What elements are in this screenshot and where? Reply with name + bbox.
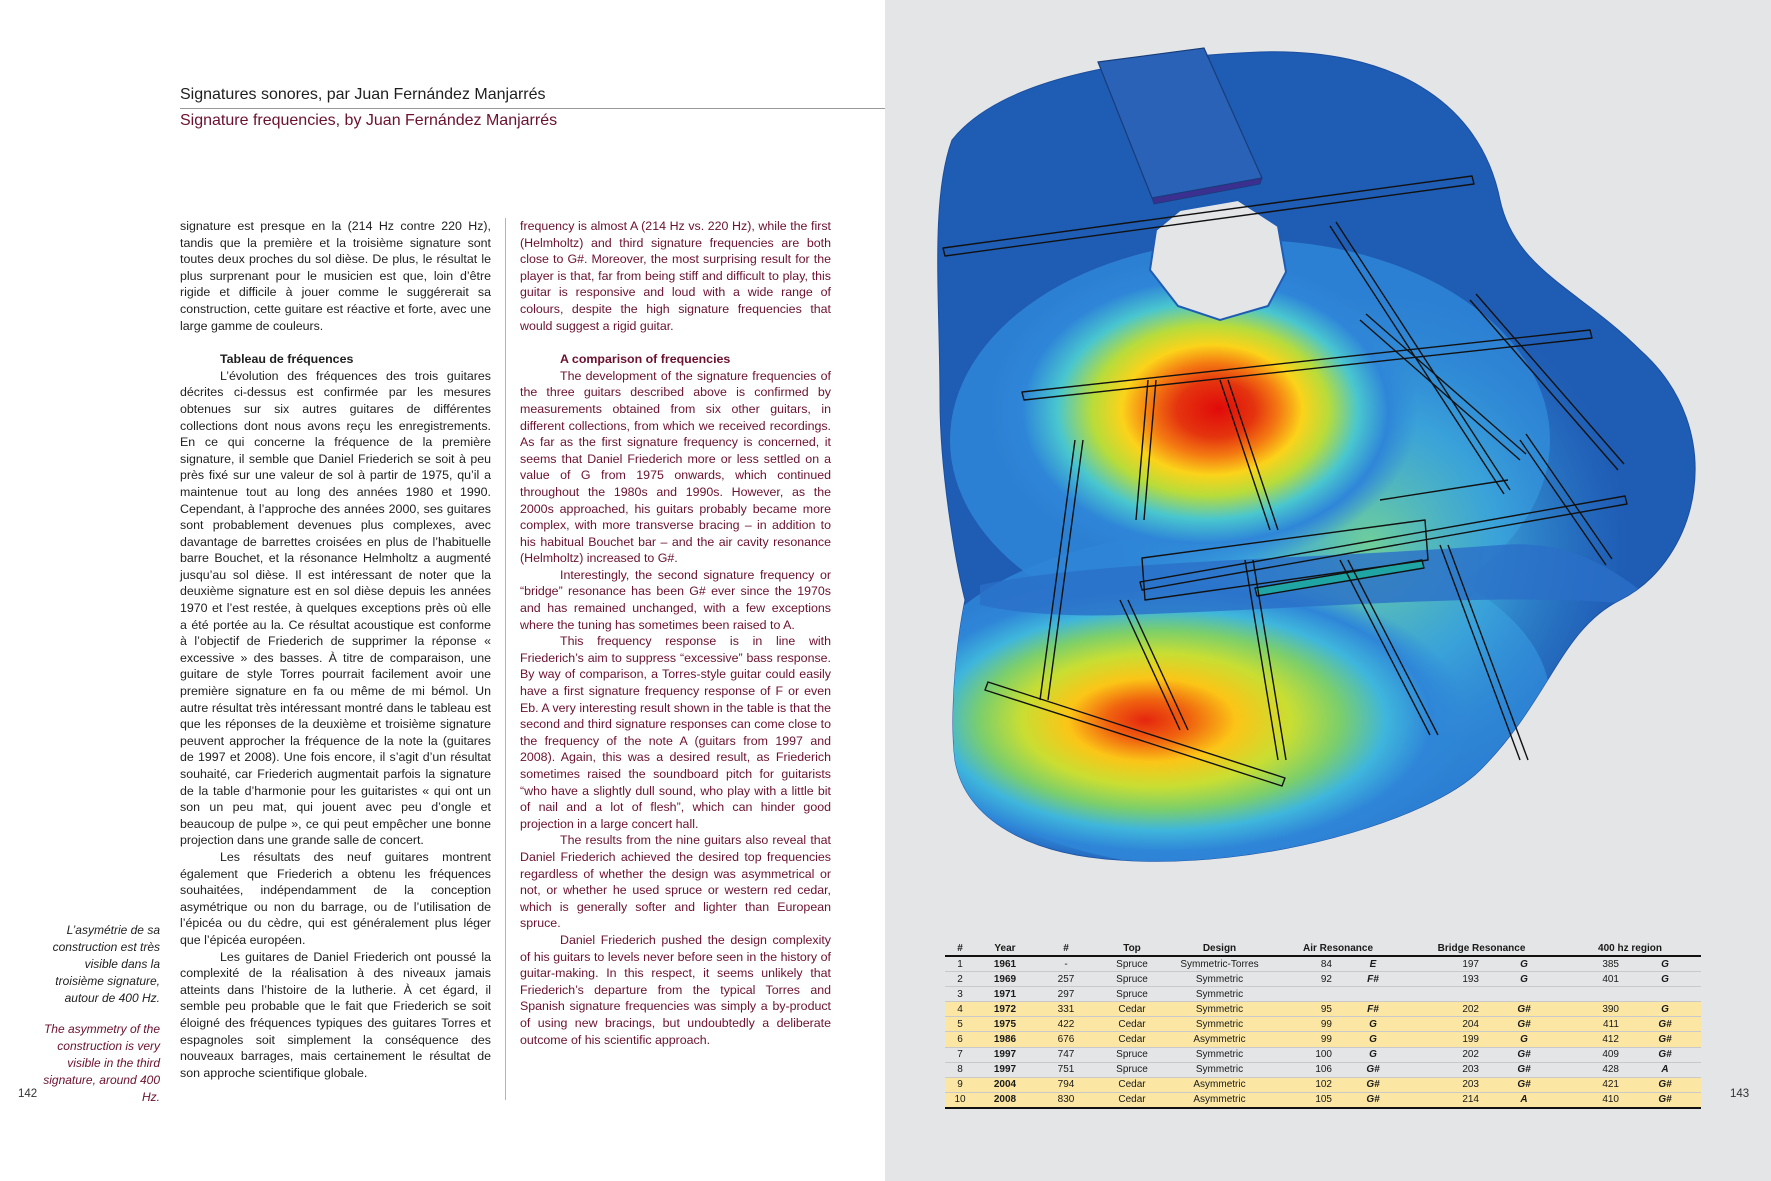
row-400hz-note: A (1629, 1062, 1701, 1077)
row-air-note: G (1342, 1017, 1404, 1032)
row-400hz-note: G (1629, 1002, 1701, 1017)
fr-paragraph-1: signature est presque en la (214 Hz contre 220 Hz), tandis que la première et la troisième signature sont toutes deux proches du sol dièse. De plus, le résultat le plus surprenant pour le musicien est que, loin d’être rigide et difficile à jouer comme le suggérerait sa construction, cette guitare est réactive et forte, avec une large gamme de couleurs. (180, 219, 491, 333)
row-year: 1986 (975, 1032, 1035, 1047)
table-row (945, 1092, 1701, 1108)
row-air-note: F# (1342, 972, 1404, 987)
running-header-en: Signature frequencies, by Juan Fernández Manjarrés (180, 112, 558, 129)
row-400hz-value (1559, 987, 1629, 1002)
row-top: Cedar (1097, 1032, 1167, 1047)
col-header-top: Top (1097, 942, 1167, 956)
running-header-fr: Signatures sonores, par Juan Fernández Manjarrés (180, 86, 546, 103)
row-air-note: G (1342, 1032, 1404, 1047)
row-year: 1972 (975, 1002, 1035, 1017)
col-header-design: Design (1167, 942, 1272, 956)
row-index: 3 (945, 987, 975, 1002)
row-top: Cedar (1097, 1077, 1167, 1092)
row-400hz-note (1629, 987, 1701, 1002)
row-index: 8 (945, 1062, 975, 1077)
fr-paragraph-4: Les guitares de Daniel Friederich ont poussé la complexité de la réalisation à des niveaux jamais atteints dans l’histoire de la lutherie. À cet égard, il semble peu probable que le fait que Friederich se soit éloigné des fréquences typiques des guitares Torres et espagnoles soit simplement la conséquence des nouveaux barrages, mais certainement le résultat de son approche scientifique globale. (180, 949, 491, 1080)
table-row (945, 972, 1701, 987)
sidenote-en: The asymmetry of the construction is very visible in the third signature, around 400 Hz. (43, 1022, 160, 1104)
row-design: Symmetric (1167, 1047, 1272, 1062)
fr-paragraph-2: L’évolution des fréquences des trois guitares décrites ci-dessus est confirmée par les mesures obtenues sur six autres guitares de différentes collections dont nous avons reçu les enregistrements. En ce qui concerne la fréquence de la première signature, il semble que Daniel Friederich se soit à peu près fixé sur une valeur de sol à partir de 1975, qu’il a maintenue tout au long des années 1980 et 1990. Cependant, à l’approche des années 2000, ses guitares sont probablement devenues plus complexes, avec davantage de barrettes croisées en plus de l’habituelle barre Bouchet, et la résonance Helmholtz a augmenté jusqu’au sol dièse. Il est intéressant de noter que la deuxième signature est en sol dièse depuis les années 1970 et l’est restée, à quelques exceptions près où elle a été portée au la. Ce résultat acoustique est conforme à l’objectif de Friederich de supprimer la réponse « excessive » des basses. À titre de comparaison, une guitare de style Torres pourrait facilement avoir une première signature en fa ou même de mi bémol. Un autre résultat très intéressant montré dans le tableau est que les réponses de la deuxième et troisième signature peuvent approcher la fréquence de la note la (guitares de 1997 et 2008). Une fois encore, il s’agit d’un résultat souhaité, car Friederich augmentait parfois la signature de la table d’harmonie pour les guitaristes « qui ont un son un peu mat, qui jouent avec peu d’ongle et beaucoup de pulpe », ce qui peut empêcher une bonne projection dans une grande salle de concert. (180, 368, 491, 848)
row-bridge-note: G# (1489, 1077, 1559, 1092)
row-guitar-number: 676 (1035, 1032, 1097, 1047)
row-year: 1969 (975, 972, 1035, 987)
row-bridge-note: G (1489, 1032, 1559, 1047)
row-air-resonance: 106 (1272, 1062, 1342, 1077)
row-index: 5 (945, 1017, 975, 1032)
row-air-resonance: 92 (1272, 972, 1342, 987)
fr-paragraph-3: Les résultats des neuf guitares montrent également que Friederich a obtenu les fréquences souhaitées, indépendamment de la conception asymétrique ou non du barrage, ou de l’utilisation de l’épicéa ou du cèdre, qui est généralement plus léger que l’épicéa européen. (180, 849, 491, 947)
row-design: Symmetric-Torres (1167, 956, 1272, 972)
row-bridge-resonance: 214 (1404, 1092, 1489, 1108)
row-index: 6 (945, 1032, 975, 1047)
header-rule (180, 108, 885, 109)
row-top: Spruce (1097, 987, 1167, 1002)
table-row (945, 956, 1701, 972)
row-design: Symmetric (1167, 987, 1272, 1002)
row-top: Spruce (1097, 1062, 1167, 1077)
row-design: Asymmetric (1167, 1032, 1272, 1047)
table-row (945, 987, 1701, 1002)
row-guitar-number: 830 (1035, 1092, 1097, 1108)
row-design: Asymmetric (1167, 1077, 1272, 1092)
row-guitar-number: 747 (1035, 1047, 1097, 1062)
row-bridge-note: G# (1489, 1047, 1559, 1062)
row-guitar-number: 331 (1035, 1002, 1097, 1017)
row-year: 1997 (975, 1047, 1035, 1062)
table-row (945, 1002, 1701, 1017)
row-guitar-number: 794 (1035, 1077, 1097, 1092)
row-400hz-value: 421 (1559, 1077, 1629, 1092)
row-bridge-note (1489, 987, 1559, 1002)
row-air-note (1342, 987, 1404, 1002)
row-top: Cedar (1097, 1017, 1167, 1032)
row-air-resonance: 99 (1272, 1017, 1342, 1032)
row-400hz-value: 390 (1559, 1002, 1629, 1017)
row-bridge-note: G# (1489, 1002, 1559, 1017)
row-air-resonance: 84 (1272, 956, 1342, 972)
row-design: Symmetric (1167, 1002, 1272, 1017)
row-bridge-resonance: 203 (1404, 1062, 1489, 1077)
row-400hz-note: G# (1629, 1077, 1701, 1092)
table-row (945, 1032, 1701, 1047)
guitar-soundboard-heatmap (935, 30, 1755, 910)
page-number-left: 142 (18, 1088, 38, 1100)
table-row (945, 1062, 1701, 1077)
page-number-right: 143 (1730, 1088, 1750, 1100)
row-year: 1961 (975, 956, 1035, 972)
row-air-resonance: 100 (1272, 1047, 1342, 1062)
row-air-note: G# (1342, 1092, 1404, 1108)
row-400hz-note: G (1629, 956, 1701, 972)
row-guitar-number: 422 (1035, 1017, 1097, 1032)
row-bridge-resonance: 197 (1404, 956, 1489, 972)
row-400hz-value: 410 (1559, 1092, 1629, 1108)
row-bridge-note: A (1489, 1092, 1559, 1108)
frequency-table (945, 942, 1701, 1109)
sidenote-fr: L’asymétrie de sa construction est très visible dans la troisième signature, autour de 400 Hz. (52, 923, 160, 1005)
row-air-resonance: 99 (1272, 1032, 1342, 1047)
row-400hz-note: G# (1629, 1032, 1701, 1047)
english-column (520, 218, 831, 1048)
row-top: Cedar (1097, 1092, 1167, 1108)
row-year: 2004 (975, 1077, 1035, 1092)
row-air-note: F# (1342, 1002, 1404, 1017)
row-year: 1971 (975, 987, 1035, 1002)
row-400hz-value: 428 (1559, 1062, 1629, 1077)
row-400hz-note: G# (1629, 1047, 1701, 1062)
col-header-bridge-resonance: Bridge Resonance (1404, 942, 1559, 956)
row-guitar-number: 257 (1035, 972, 1097, 987)
row-index: 1 (945, 956, 975, 972)
row-year: 1975 (975, 1017, 1035, 1032)
table-body (945, 956, 1701, 1108)
row-air-note: G# (1342, 1077, 1404, 1092)
row-400hz-note: G# (1629, 1092, 1701, 1108)
row-400hz-note: G (1629, 972, 1701, 987)
row-400hz-value: 412 (1559, 1032, 1629, 1047)
row-bridge-resonance (1404, 987, 1489, 1002)
en-section-heading: A comparison of frequencies (560, 352, 731, 367)
row-400hz-value: 411 (1559, 1017, 1629, 1032)
en-paragraph-4: This frequency response is in line with Friederich’s aim to suppress “excessive” bass response. By way of comparison, a Torres-style guitar could easily have a first signature frequency response of F or even Eb. A very interesting result shown in the table is that the second and third signature responses can come close to the frequency of the note A (guitars from 1997 and 2008). Again, this was a desired result, as Friederich sometimes raised the soundboard pitch for guitarists “who have a slightly dull sound, who play with a little bit of nail and a lot of flesh”, which can hinder good projection in a large concert hall. (520, 634, 831, 831)
row-design: Symmetric (1167, 1062, 1272, 1077)
row-air-note: G# (1342, 1062, 1404, 1077)
row-top: Spruce (1097, 972, 1167, 987)
row-bridge-note: G# (1489, 1062, 1559, 1077)
table-row (945, 1047, 1701, 1062)
col-header-number: # (1035, 942, 1097, 956)
soundboard-body (935, 52, 1755, 880)
row-guitar-number: - (1035, 956, 1097, 972)
row-bridge-note: G (1489, 956, 1559, 972)
row-air-note: E (1342, 956, 1404, 972)
column-divider (505, 218, 506, 1100)
col-header-index: # (945, 942, 975, 956)
row-bridge-resonance: 202 (1404, 1047, 1489, 1062)
row-air-resonance (1272, 987, 1342, 1002)
en-paragraph-6: Daniel Friederich pushed the design complexity of his guitars to levels never before seen in the history of guitar-making. In this respect, it seems unlikely that Friederich’s departure from the typical Torres and Spanish signature frequencies was simply a by-product of using new bracings, but undoubtedly a deliberate outcome of his scientific approach. (520, 932, 831, 1047)
row-air-resonance: 102 (1272, 1077, 1342, 1092)
row-top: Spruce (1097, 1047, 1167, 1062)
row-index: 7 (945, 1047, 975, 1062)
fr-section-heading: Tableau de fréquences (220, 352, 354, 367)
row-top: Spruce (1097, 956, 1167, 972)
row-guitar-number: 751 (1035, 1062, 1097, 1077)
row-design: Asymmetric (1167, 1092, 1272, 1108)
col-header-year: Year (975, 942, 1035, 956)
row-year: 1997 (975, 1062, 1035, 1077)
row-air-resonance: 95 (1272, 1002, 1342, 1017)
row-year: 2008 (975, 1092, 1035, 1108)
row-guitar-number: 297 (1035, 987, 1097, 1002)
row-bridge-resonance: 203 (1404, 1077, 1489, 1092)
table-row (945, 1017, 1701, 1032)
row-400hz-value: 409 (1559, 1047, 1629, 1062)
row-400hz-note: G# (1629, 1017, 1701, 1032)
row-bridge-resonance: 202 (1404, 1002, 1489, 1017)
row-bridge-resonance: 204 (1404, 1017, 1489, 1032)
row-air-note: G (1342, 1047, 1404, 1062)
row-400hz-value: 385 (1559, 956, 1629, 972)
row-top: Cedar (1097, 1002, 1167, 1017)
row-400hz-value: 401 (1559, 972, 1629, 987)
table-row (945, 1077, 1701, 1092)
en-paragraph-5: The results from the nine guitars also reveal that Daniel Friederich achieved the desired top frequencies regardless of whether the design was asymmetrical or not, or whether he used spruce or western red cedar, which is generally softer and lighter than European spruce. (520, 833, 831, 931)
row-bridge-note: G# (1489, 1017, 1559, 1032)
col-header-400hz-region: 400 hz region (1559, 942, 1701, 956)
col-header-air-resonance: Air Resonance (1272, 942, 1404, 956)
french-column (180, 218, 491, 1081)
row-index: 4 (945, 1002, 975, 1017)
row-index: 9 (945, 1077, 975, 1092)
row-bridge-note: G (1489, 972, 1559, 987)
row-air-resonance: 105 (1272, 1092, 1342, 1108)
row-design: Symmetric (1167, 1017, 1272, 1032)
row-index: 10 (945, 1092, 975, 1108)
row-bridge-resonance: 199 (1404, 1032, 1489, 1047)
row-index: 2 (945, 972, 975, 987)
row-design: Symmetric (1167, 972, 1272, 987)
en-paragraph-3: Interestingly, the second signature frequency or “bridge” resonance has been G# ever since the 1970s and has remained unchanged, with a few exceptions where the tuning has sometimes been raised to A. (520, 567, 831, 632)
left-page (0, 0, 885, 1181)
en-paragraph-2: The development of the signature frequencies of the three guitars described above is confirmed by measurements obtained from six other guitars, in different collections, from which we received recordings. As far as the first signature frequency is concerned, it seems that Daniel Friederich more or less settled on a value of G from 1975 onwards, which continued throughout the 1980s and 1990s. However, as the 2000s approached, his guitars probably became more complex, with more transverse bracing – in addition to his habitual Bouchet bar – and the air cavity resonance (Helmholtz) increased to G#. (520, 368, 831, 566)
table-header-row (945, 942, 1701, 956)
en-paragraph-1: frequency is almost A (214 Hz vs. 220 Hz), while the first (Helmholtz) and third signature frequencies are both close to G#. Moreover, the most surprising result for the player is that, far from being stiff and difficult to play, this guitar is responsive and loud with a wide range of colours, despite the high signature frequencies that would suggest a rigid guitar. (520, 219, 831, 333)
row-bridge-resonance: 193 (1404, 972, 1489, 987)
